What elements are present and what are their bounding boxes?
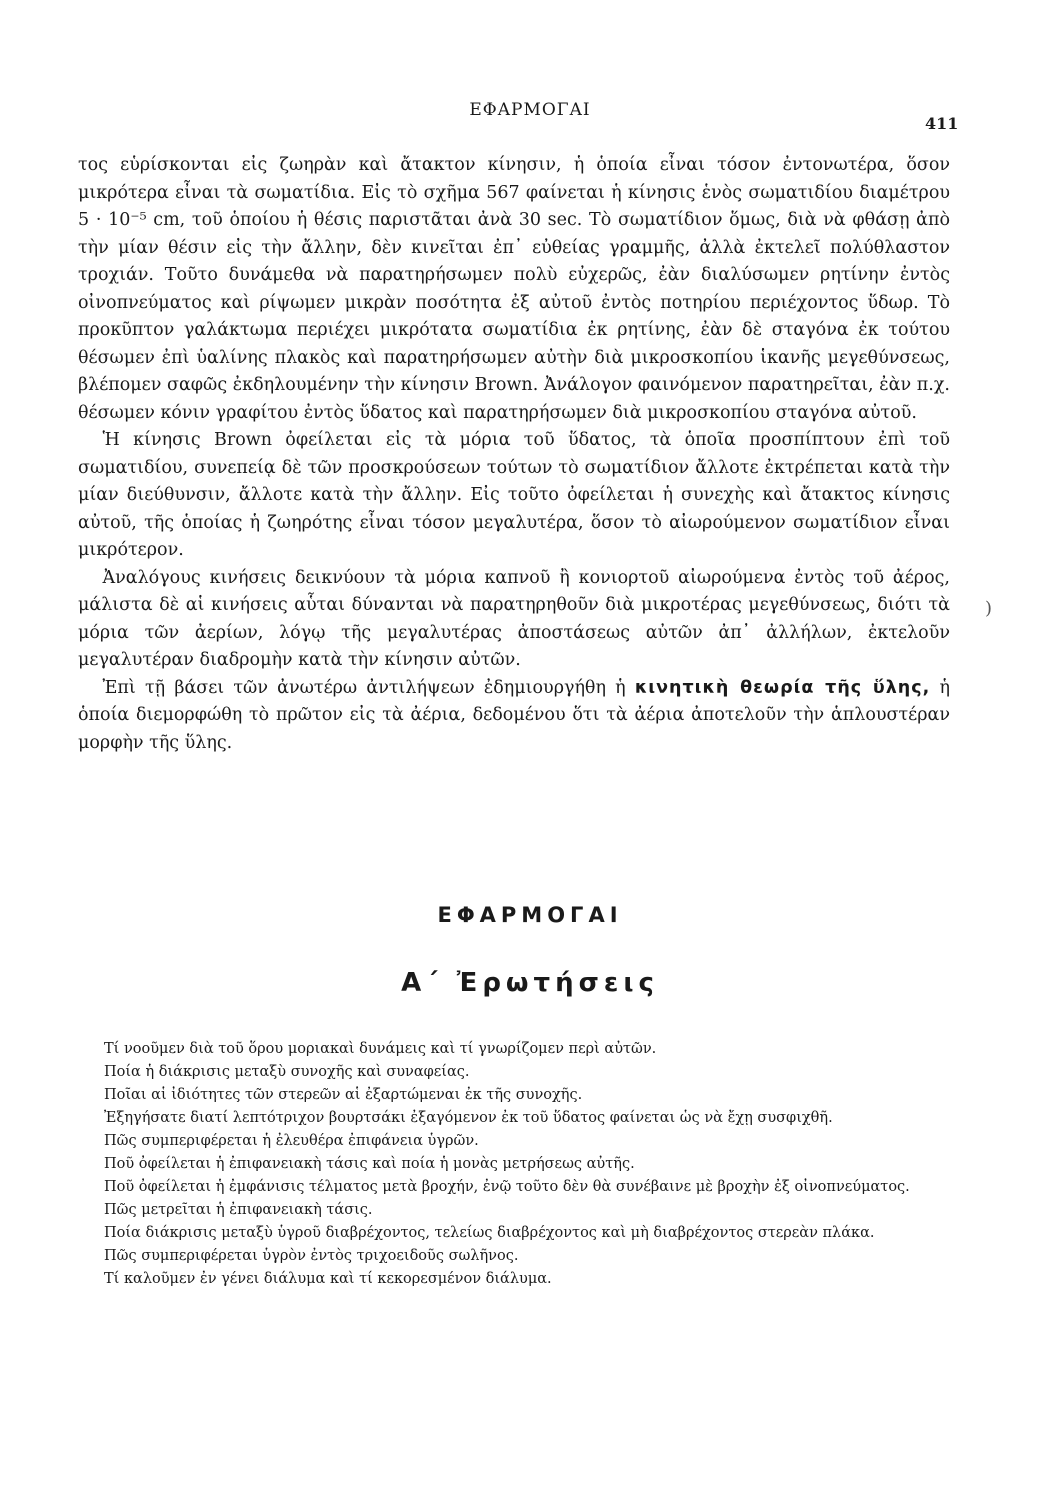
bold-term: κινητικὴ θεωρία τῆς ὕλης, <box>634 677 931 698</box>
paragraph: Ἀναλόγους κινήσεις δεικνύουν τὰ μόρια καπνοῦ ἢ κονιορτοῦ αἰωρούμενα ἐντὸς τοῦ ἀέρος, μάλιστα δὲ αἱ κινήσεις αὗται δύνανται νὰ παρατηρηθοῦν διὰ μικροτέρας μεγεθύνσεως, διότι τὰ μόρια τῶν ἀερίων, λόγῳ τῆς μεγαλυτέρας ἀποστάσεως αὐτῶν ἀπ᾿ ἀλλήλων, ἐκτελοῦν μεγαλυτέραν διαδρομὴν κατὰ τὴν κίνησιν αὐτῶν. <box>78 567 950 670</box>
question-item: Πῶς συμπεριφέρεται ἡ ἐλευθέρα ἐπιφάνεια ὑγρῶν. <box>104 1133 479 1149</box>
question-item: Ποῖαι αἱ ἰδιότητες τῶν στερεῶν αἱ ἐξαρτώμεναι ἐκ τῆς συνοχῆς. <box>104 1087 583 1103</box>
question-item: Ποία διάκρισις μεταξὺ ὑγροῦ διαβρέχοντος, τελείως διαβρέχοντος καὶ μὴ διαβρέχοντος στερεὰν πλάκα. <box>104 1225 875 1241</box>
question-item: Τί νοοῦμεν διὰ τοῦ ὅρου μοριακαὶ δυνάμεις καὶ τί γνωρίζομεν περὶ αὐτῶν. <box>104 1041 657 1057</box>
question-item: Ποῦ ὀφείλεται ἡ ἐπιφανειακὴ τάσις καὶ ποία ἡ μονὰς μετρήσεως αὐτῆς. <box>104 1156 635 1172</box>
running-head: ΕΦΑΡΜΟΓΑΙ <box>469 100 591 120</box>
paragraph: τος εὑρίσκονται εἰς ζωηρὰν καὶ ἄτακτον κίνησιν, ἡ ὁποία εἶναι τόσον ἐντονωτέρα, ὅσον μικρότερα εἶναι τὰ σωματίδια. Εἰς τὸ σχῆμα 567 φαίνεται ἡ κίνησις ἑνὸς σωματιδίου διαμέτρου 5 · 10⁻⁵ cm, τοῦ ὁποίου ἡ θέσις παριστᾶται ἀνὰ 30 sec. Τὸ σωματίδιον ὅμως, διὰ νὰ φθάσῃ ἀπὸ τὴν μίαν θέσιν εἰς τὴν ἄλλην, δὲν κινεῖται ἐπ᾿ εὐθείας γραμμῆς, ἀλλὰ ἐκτελεῖ πολύθλαστον τροχιάν. Τοῦτο δυνάμεθα νὰ παρατηρήσωμεν πολὺ εὐχερῶς, ἐὰν διαλύσωμεν ρητίνην ἐντὸς οἰνοπνεύματος καὶ ρίψωμεν μικρὰν ποσότητα ἐξ αὐτοῦ ἐντὸς ποτηρίου περιέχοντος ὕδωρ. Τὸ προκῦπτον γαλάκτωμα περιέχει μικρότατα σωματίδια ἐκ ρητίνης, ἐὰν δὲ σταγόνα ἐκ τούτου θέσωμεν ἐπὶ ὑαλίνης πλακὸς καὶ παρατηρήσωμεν αὐτὴν διὰ μικροσκοπίου ἱκανῆς μεγεθύνσεως, βλέπομεν σαφῶς ἐκδηλουμένην τὴν κίνησιν Brown. Ἀνάλογον φαινόμενον παρατηρεῖται, ἐὰν π.χ. θέσωμεν κόνιν γραφίτου ἐντὸς ὕδατος καὶ παρατηρήσωμεν διὰ μικροσκοπίου σταγόνα αὐτοῦ. <box>78 155 950 423</box>
subsection-title: Α΄ Ἐρωτήσεις <box>401 968 659 998</box>
question-item: Πῶς μετρεῖται ἡ ἐπιφανειακὴ τάσις. <box>104 1202 373 1218</box>
question-item: Ἐξηγήσατε διατί λεπτότριχον βουρτσάκι ἐξαγόμενον ἐκ τοῦ ὕδατος φαίνεται ὡς νὰ ἔχῃ συσφιχθῆ. <box>104 1110 833 1126</box>
paragraph: Ἡ κίνησις Brown ὀφείλεται εἰς τὰ μόρια τοῦ ὕδατος, τὰ ὁποῖα προσπίπτουν ἐπὶ τοῦ σωματιδίου, συνεπείᾳ δὲ τῶν προσκρούσεων τούτων τὸ σωματίδιον ἄλλοτε ἐκτρέπεται κατὰ τὴν μίαν διεύθυνσιν, ἄλλοτε κατὰ τὴν ἄλλην. Εἰς τοῦτο ὀφείλεται ἡ συνεχὴς καὶ ἄτακτος κίνησις αὐτοῦ, τῆς ὁποίας ἡ ζωηρότης εἶναι τόσον μεγαλυτέρα, ὅσον τὸ αἰωρούμενον σωματίδιον εἶναι μικρότερον. <box>78 430 950 560</box>
question-item: Πῶς συμπεριφέρεται ὑγρὸν ἐντὸς τριχοειδοῦς σωλῆνος. <box>104 1248 519 1264</box>
page-number: 411 <box>925 114 959 133</box>
paragraph-text: ἡ ὁποία διεμορφώθη τὸ πρῶτον εἰς τὰ ἀέρια, δεδομένου ὅτι τὰ ἀέρια ἀποτελοῦν τὴν ἁπλουστέραν μορφὴν τῆς ὕλης. <box>78 677 950 753</box>
body-text <box>78 152 950 757</box>
section-title: ΕΦΑΡΜΟΓΑΙ <box>437 903 623 927</box>
questions-list <box>84 1038 948 1291</box>
question-item: Ποία ἡ διάκρισις μεταξὺ συνοχῆς καὶ συναφείας. <box>104 1064 470 1080</box>
question-item: Ποῦ ὀφείλεται ἡ ἐμφάνισις τέλματος μετὰ βροχήν, ἐνῷ τοῦτο δὲν θὰ συνέβαινε μὲ βροχὴν ἐξ οἰνοπνεύματος. <box>104 1179 910 1195</box>
margin-mark: ) <box>985 598 993 619</box>
paragraph <box>78 675 950 758</box>
paragraph-text: Ἐπὶ τῇ βάσει τῶν ἀνωτέρω ἀντιλήψεων ἐδημιουργήθη ἡ <box>102 677 635 698</box>
question-item: Τί καλοῦμεν ἐν γένει διάλυμα καὶ τί κεκορεσμένον διάλυμα. <box>104 1271 552 1287</box>
